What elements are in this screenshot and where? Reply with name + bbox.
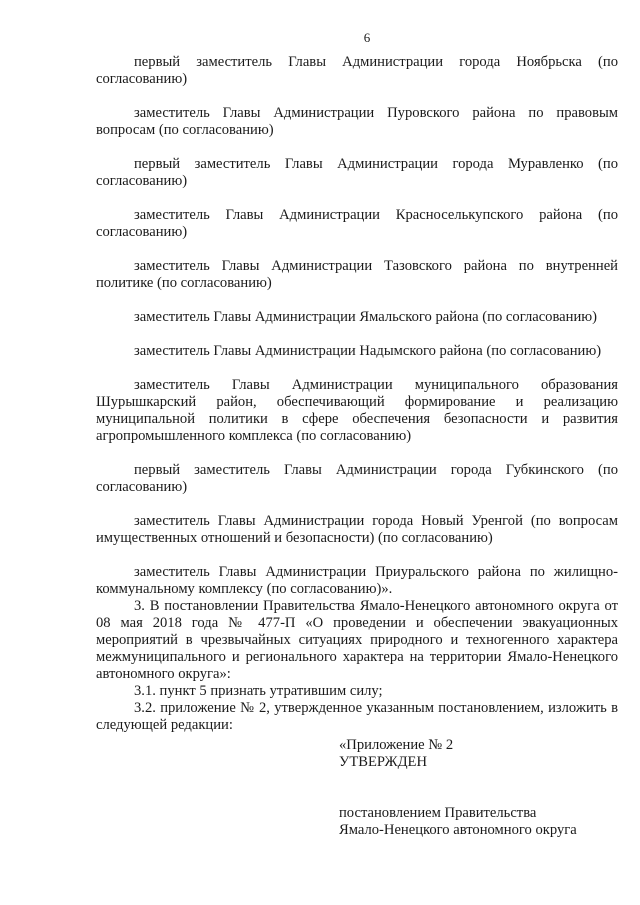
member-item: заместитель Главы Администрации города Новый Уренгой (по вопросам имущественных отношений и безопасности) (по согласованию)	[96, 513, 618, 546]
member-item: заместитель Главы Администрации Ямальского района (по согласованию)	[134, 309, 598, 325]
member-item: заместитель Главы Администрации Красноселькупского района (по согласованию)	[96, 207, 618, 240]
page-number: 6	[363, 30, 371, 45]
member-item: заместитель Главы Администрации муниципального образования Шурышкарский район, обеспечивающий формирование и реализацию муниципальной политики в сфере обеспечения безопасности и развития агропромышленного комплекса (по согласованию)	[96, 377, 618, 444]
approved-stamp-text: УТВЕРЖДЕН	[339, 754, 427, 770]
paragraph-3-1: 3.1. пункт 5 признать утратившим силу;	[134, 683, 383, 699]
member-item: заместитель Главы Администрации Тазовского района по внутренней политике (по согласованию)	[96, 258, 618, 291]
member-item: заместитель Главы Администрации Приуральского района по жилищно-коммунальному комплексу (по согласованию)».	[96, 564, 618, 597]
resolution-body	[96, 598, 618, 734]
member-item: первый заместитель Главы Администрации города Ноябрьска (по согласованию)	[96, 54, 618, 87]
member-item: заместитель Главы Администрации Надымского района (по согласованию)	[134, 343, 602, 359]
member-item: заместитель Главы Администрации Пуровского района по правовым вопросам (по согласованию)	[96, 105, 618, 138]
member-item: первый заместитель Главы Администрации города Муравленко (по согласованию)	[96, 156, 618, 189]
paragraph-3: 3. В постановлении Правительства Ямало-Ненецкого автономного округа от 08 мая 2018 года № 477-П «О проведении и обеспечении эвакуационных мероприятий в чрезвычайных ситуациях природного и техногенного характера межмуниципального и регионального характера на территории Ямало-Ненецкого автономного округа»:	[96, 598, 618, 682]
member-item: первый заместитель Главы Администрации города Губкинского (по согласованию)	[96, 462, 618, 495]
approval-line-1: постановлением Правительства	[339, 805, 537, 821]
paragraph-3-2: 3.2. приложение № 2, утвержденное указанным постановлением, изложить в следующей редакции:	[96, 700, 618, 733]
approval-spacer	[339, 771, 618, 805]
approval-line-2: Ямало-Ненецкого автономного округа	[339, 822, 577, 838]
approval-block	[339, 737, 618, 839]
members-list	[96, 54, 618, 598]
appendix-label: «Приложение № 2	[339, 737, 454, 753]
